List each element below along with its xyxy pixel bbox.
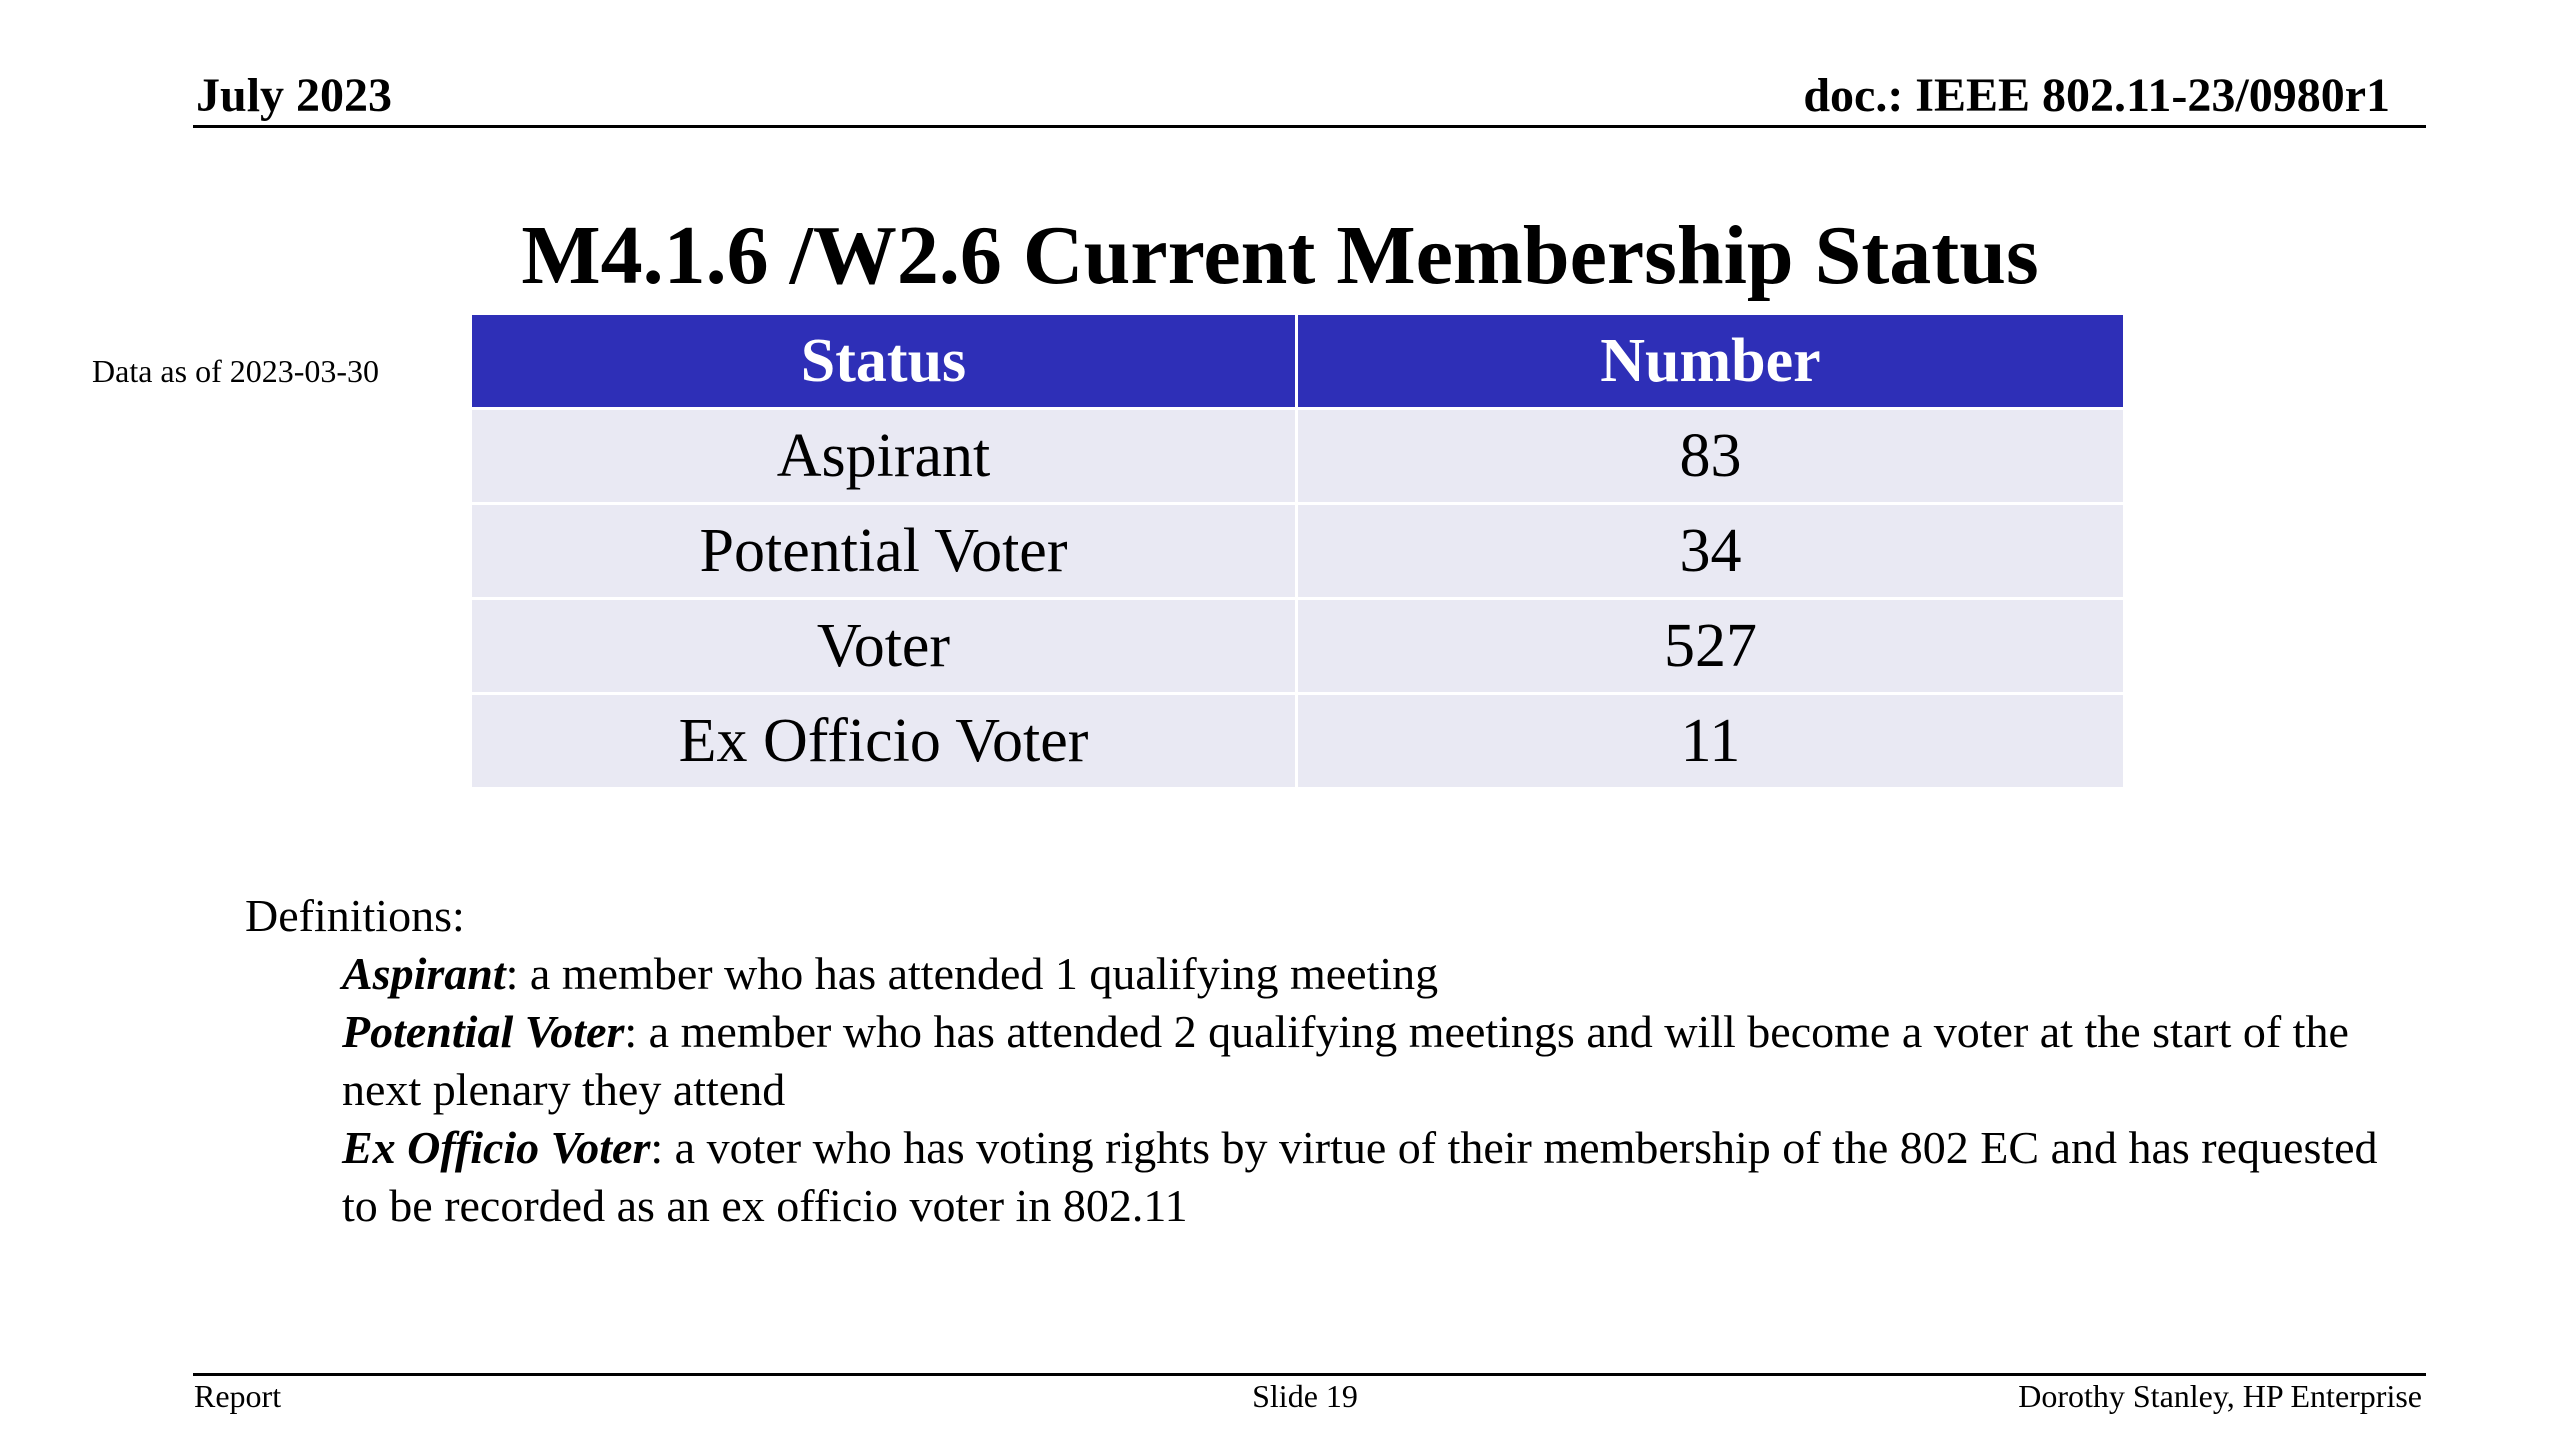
- definition-text: : a member who has attended 2 qualifying meetings and will become a voter at the start of the next plenary they attend: [342, 1006, 2349, 1115]
- number-cell: 34: [1297, 504, 2125, 599]
- definition-term: Potential Voter: [342, 1006, 625, 1057]
- footer-left: Report: [194, 1378, 282, 1414]
- definition-aspirant: [245, 945, 2395, 1003]
- status-cell: Ex Officio Voter: [471, 694, 1297, 789]
- definition-text: : a voter who has voting rights by virtue of their membership of the 802 EC and has requested to be recorded as an ex officio voter in 802.11: [342, 1122, 2378, 1231]
- definition-term: Ex Officio Voter: [342, 1122, 651, 1173]
- definitions-heading: Definitions:: [245, 890, 465, 941]
- header-rule: [193, 125, 2426, 128]
- header-date: July 2023: [196, 69, 393, 122]
- number-cell: 83: [1297, 409, 2125, 504]
- definitions-block: [245, 887, 2395, 1235]
- table-row: [471, 694, 2125, 789]
- definition-potential-voter: [245, 1003, 2395, 1119]
- status-cell: Voter: [471, 599, 1297, 694]
- slide-number: Slide 19: [1252, 1378, 1358, 1414]
- number-cell: 11: [1297, 694, 2125, 789]
- data-as-of-note: Data as of 2023-03-30: [92, 353, 380, 389]
- membership-status-table: [469, 315, 2126, 790]
- table-header-row: [471, 315, 2125, 409]
- column-header-status: Status: [471, 315, 1297, 409]
- header-doc-id: doc.: IEEE 802.11-23/0980r1: [1803, 69, 2390, 122]
- footer-rule: [193, 1373, 2426, 1376]
- definition-ex-officio-voter: [245, 1119, 2395, 1235]
- table-row: [471, 504, 2125, 599]
- definition-text: : a member who has attended 1 qualifying meeting: [505, 948, 1439, 999]
- slide-title: M4.1.6 /W2.6 Current Membership Status: [521, 209, 2039, 302]
- table-row: [471, 409, 2125, 504]
- table-row: [471, 599, 2125, 694]
- number-cell: 527: [1297, 599, 2125, 694]
- footer-author: Dorothy Stanley, HP Enterprise: [2018, 1378, 2422, 1414]
- column-header-number: Number: [1297, 315, 2125, 409]
- status-cell: Potential Voter: [471, 504, 1297, 599]
- status-cell: Aspirant: [471, 409, 1297, 504]
- definition-term: Aspirant: [342, 948, 506, 999]
